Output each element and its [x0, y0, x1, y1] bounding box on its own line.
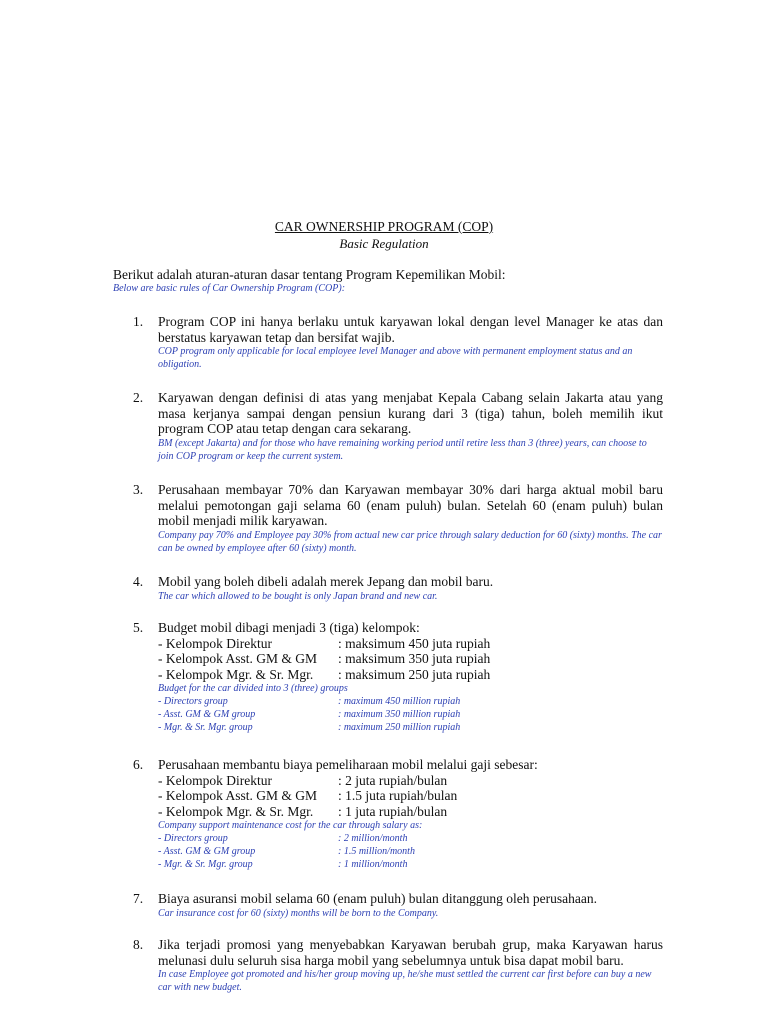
group-label: - Asst. GM & GM group: [158, 709, 256, 720]
group-value: : 2 juta rupiah/bulan: [338, 772, 448, 788]
rule-number: 3.: [133, 482, 144, 497]
intro-section: [113, 267, 673, 295]
budget-row: [158, 708, 663, 721]
maintenance-row: [158, 845, 663, 858]
rule-text-id: Perusahaan membayar 70% dan Karyawan membayar 30% dari harga aktual mobil baru melalui pemotongan gaji selama 60 (enam puluh) bulan. Setelah 60 (enam puluh) bulan mobil menjadi milik karyawan.: [158, 482, 663, 528]
group-label: - Directors group: [158, 833, 228, 844]
rule-text-en: BM (except Jakarta) and for those who have remaining working period until retire less than 3 (three) years, can choose to join COP program or keep the current system.: [158, 437, 647, 462]
budget-row: [158, 667, 663, 683]
group-label: - Kelompok Direktur: [158, 635, 272, 651]
document-subtitle: Basic Regulation: [339, 236, 429, 251]
group-value: : maksimum 450 juta rupiah: [338, 635, 491, 651]
group-value: : maximum 250 million rupiah: [338, 722, 461, 733]
maintenance-row: [158, 832, 663, 845]
rule-text-en: In case Employee got promoted and his/her group moving up, he/she must settled the current car first before can buy a new car with new budget.: [158, 969, 652, 993]
rule-number: 6.: [133, 757, 144, 772]
document-title: CAR OWNERSHIP PROGRAM (COP): [274, 219, 494, 234]
maintenance-row: [158, 788, 663, 804]
maintenance-row: [158, 804, 663, 820]
group-label: - Kelompok Mgr. & Sr. Mgr.: [158, 803, 314, 819]
intro-text-en: Below are basic rules of Car Ownership Program (COP):: [113, 283, 346, 294]
group-value: : 1.5 million/month: [338, 846, 415, 857]
group-label: - Mgr. & Sr. Mgr. group: [158, 859, 253, 870]
rule-text-id: Program COP ini hanya berlaku untuk karyawan lokal dengan level Manager ke atas dan berstatus karyawan tetap dan bersifat wajib.: [158, 314, 663, 345]
rule-text-id: Biaya asuransi mobil selama 60 (enam puluh) bulan ditanggung oleh perusahaan.: [158, 891, 598, 906]
group-label: - Directors group: [158, 696, 228, 707]
budget-row: [158, 695, 663, 708]
maintenance-row: [158, 773, 663, 789]
budget-rows-en: [158, 682, 663, 734]
rule-text-id: Mobil yang boleh dibeli adalah merek Jepang dan mobil baru.: [158, 574, 494, 589]
rule-text-en: Company support maintenance cost for the car through salary as:: [158, 820, 423, 831]
group-label: - Mgr. & Sr. Mgr. group: [158, 722, 253, 733]
rule-text-en: Car insurance cost for 60 (sixty) months will be born to the Company.: [158, 907, 439, 919]
maintenance-row: [158, 858, 663, 871]
rule-text-id: Perusahaan membantu biaya pemeliharaan mobil melalui gaji sebesar:: [158, 757, 538, 772]
group-value: : maksimum 250 juta rupiah: [338, 666, 491, 682]
rule-text-en: The car which allowed to be bought is only Japan brand and new car.: [158, 590, 438, 602]
group-label: - Asst. GM & GM group: [158, 846, 256, 857]
rule-text-en: COP program only applicable for local employee level Manager and above with permanent employment status and an obligation.: [158, 346, 633, 370]
group-value: : 1 juta rupiah/bulan: [338, 803, 448, 819]
group-value: : 1 million/month: [338, 859, 408, 870]
group-value: : maksimum 350 juta rupiah: [338, 651, 491, 666]
group-label: - Kelompok Direktur: [158, 772, 272, 788]
group-value: : 2 million/month: [338, 833, 408, 844]
group-label: - Kelompok Asst. GM & GM: [158, 788, 318, 803]
rule-number: 8.: [133, 937, 144, 952]
group-value: : maximum 350 million rupiah: [338, 709, 461, 720]
budget-rows-id: [158, 636, 663, 683]
rule-text-id: Karyawan dengan definisi di atas yang menjabat Kepala Cabang selain Jakarta atau yang masa kerjanya sampai dengan pensiun kurang dari 3 (tiga) tahun, boleh memilih ikut program COP atau tetap dengan cara sekarang.: [158, 390, 663, 436]
rule-number: 5.: [133, 620, 144, 635]
rule-number: 4.: [133, 574, 144, 589]
intro-text-id: Berikut adalah aturan-aturan dasar tentang Program Kepemilikan Mobil:: [113, 267, 506, 282]
rule-text-en: Company pay 70% and Employee pay 30% from actual new car price through salary deduction for 60 (sixty) months. The car can be owned by employee after 60 (sixty) month.: [158, 529, 662, 554]
group-value: : maximum 450 million rupiah: [338, 696, 461, 707]
group-value: : 1.5 juta rupiah/bulan: [338, 788, 458, 803]
rule-text-id: Jika terjadi promosi yang menyebabkan Karyawan berubah grup, maka Karyawan harus melunasi dulu seluruh sisa harga mobil yang sebelumnya untuk bisa dapat mobil baru.: [158, 937, 663, 968]
rule-number: 1.: [133, 314, 144, 329]
rule-text-en: Budget for the car divided into 3 (three) groups: [158, 683, 348, 694]
group-label: - Kelompok Asst. GM & GM: [158, 651, 318, 666]
rule-number: 2.: [133, 390, 144, 405]
budget-row: [158, 651, 663, 667]
rule-number: 7.: [133, 891, 144, 906]
group-label: - Kelompok Mgr. & Sr. Mgr.: [158, 666, 314, 682]
budget-row: [158, 721, 663, 734]
maintenance-rows-en: [158, 819, 663, 871]
maintenance-rows-id: [158, 773, 663, 820]
rule-text-id: Budget mobil dibagi menjadi 3 (tiga) kelompok:: [158, 620, 420, 635]
budget-row: [158, 636, 663, 652]
